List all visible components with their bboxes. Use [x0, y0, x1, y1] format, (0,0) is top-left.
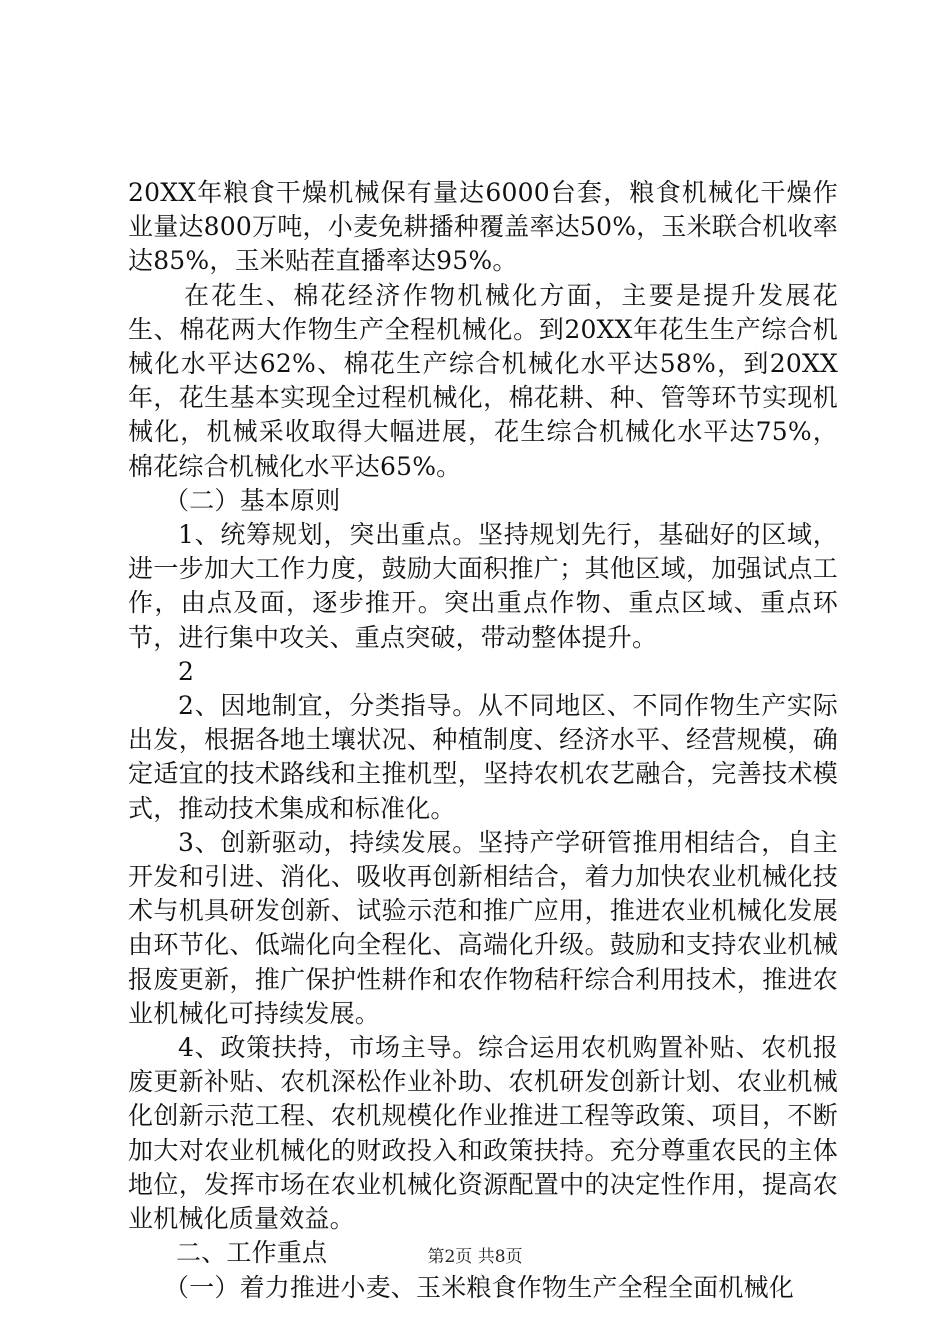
paragraph-principle-3: 3、创新驱动，持续发展。坚持产学研管推用相结合，自主开发和引进、消化、吸收再创新相结合，着力加快农业机械化技术与机具研发创新、试验示范和推广应用，推进农业机械化发展由环节化、低端化向全程化、高端化升级。鼓励和支持农业机械报废更新，推广保护性耕作和农作物秸秆综合利用技术，推进农业机械化可持续发展。: [128, 827, 838, 1028]
paragraph-principle-1: 1、统筹规划，突出重点。坚持规划先行，基础好的区域，进一步加大工作力度，鼓励大面积推广；其他区域，加强试点工作，由点及面，逐步推开。突出重点作物、重点区域、重点环节，进行集中攻关、重点突破，带动整体提升。: [128, 520, 838, 652]
paragraph-principle-2: 2、因地制宜，分类指导。从不同地区、不同作物生产实际出发，根据各地土壤状况、种植制度、经济水平、经营规模，确定适宜的技术路线和主推机型，坚持农机农艺融合，完善技术模式，推动技术集成和标准化。: [128, 691, 838, 823]
subsection-heading-wheat-corn: （一）着力推进小麦、玉米粮食作物生产全程全面机械化: [164, 1272, 795, 1302]
stray-page-number: 2: [178, 656, 195, 686]
section-heading-basic-principles: （二）基本原则: [164, 485, 341, 515]
paragraph-peanut-cotton: 在花生、棉花经济作物机械化方面，主要是提升发展花生、棉花两大作物生产全程机械化。到20XX年花生生产综合机械化水平达62%、棉花生产综合机械化水平达58%，到20XX年，花生基本实现全过程机械化，棉花耕、种、管等环节实现机械化，机械采收取得大幅进展，花生综合机械化水平达75%，棉花综合机械化水平达65%。: [128, 280, 838, 481]
paragraph-grain-drying: 20XX年粮食干燥机械保有量达6000台套，粮食机械化干燥作业量达800万吨，小麦免耕播种覆盖率达50%，玉米联合机收率达85%，玉米贴茬直播率达95%。: [128, 178, 838, 276]
document-body: [128, 176, 838, 1305]
section-heading-work-focus: 二、工作重点: [176, 1238, 328, 1268]
page-footer: 第2页 共8页: [427, 1247, 523, 1267]
paragraph-principle-4: 4、政策扶持，市场主导。综合运用农机购置补贴、农机报废更新补贴、农机深松作业补助、农机研发创新计划、农业机械化创新示范工程、农机规模化作业推进工程等政策、项目，不断加大对农业机械化的财政投入和政策扶持。充分尊重农民的主体地位，发挥市场在农业机械化资源配置中的决定性作用，提高农业机械化质量效益。: [128, 1033, 838, 1234]
